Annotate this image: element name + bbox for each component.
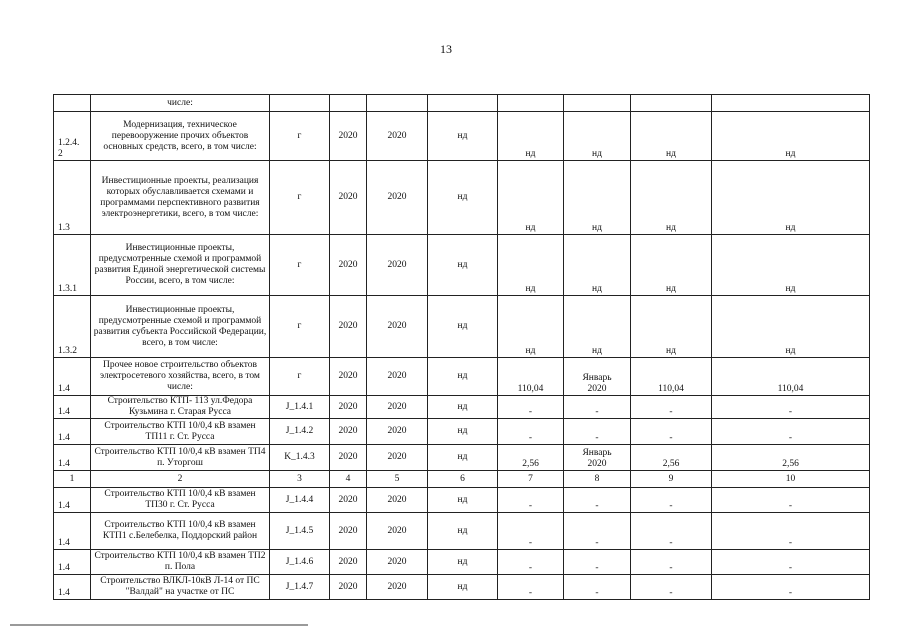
cell-num: 1.3.1: [54, 235, 91, 296]
cell-y1: 2020: [330, 575, 367, 600]
cell-v10: нд: [712, 161, 870, 235]
cell-status: нд: [428, 488, 498, 513]
cell-y2: [367, 95, 428, 112]
cell-status: нд: [428, 445, 498, 471]
cell-name: Инвестиционные проекты, реализация которых обуславливается схемами и программами перспективного развития электроэнергетики, всего, в том числе:: [91, 161, 270, 235]
cell-status: нд: [428, 235, 498, 296]
cell-name: Строительство КТП 10/0,4 кВ взамен ТП4 п. Уторгош: [91, 445, 270, 471]
cell-y2: 2020: [367, 419, 428, 445]
cell-num: 1.4: [54, 513, 91, 550]
cell-v10: [712, 95, 870, 112]
table-row: [54, 419, 870, 445]
table-row: [54, 296, 870, 358]
cell-y1: 2020: [330, 445, 367, 471]
cell-num: 1.4: [54, 358, 91, 396]
cell-status: нд: [428, 112, 498, 161]
cell-y2: 2020: [367, 445, 428, 471]
table-row: [54, 95, 870, 112]
cell-num: 1.4: [54, 550, 91, 575]
cell-v7: 7: [498, 471, 564, 488]
cell-v9: -: [631, 396, 712, 419]
cell-y2: 2020: [367, 296, 428, 358]
cell-y1: 2020: [330, 296, 367, 358]
investment-table-wrapper: [53, 94, 870, 600]
cell-v9: 110,04: [631, 358, 712, 396]
cell-name: Строительство КТП 10/0,4 кВ взамен ТП11 г. Ст. Русса: [91, 419, 270, 445]
cell-name: Строительство КТП 10/0,4 кВ взамен ТП2 п. Пола: [91, 550, 270, 575]
table-row: [54, 513, 870, 550]
footer-rule: [10, 624, 308, 626]
cell-v9: -: [631, 513, 712, 550]
cell-status: нд: [428, 550, 498, 575]
cell-v7: -: [498, 550, 564, 575]
cell-v9: -: [631, 550, 712, 575]
cell-y1: 2020: [330, 235, 367, 296]
cell-v9: 9: [631, 471, 712, 488]
cell-y2: 2020: [367, 550, 428, 575]
cell-status: [428, 95, 498, 112]
cell-v8: нд: [564, 235, 631, 296]
cell-status: нд: [428, 513, 498, 550]
cell-num: 1.4: [54, 419, 91, 445]
cell-v8: -: [564, 488, 631, 513]
cell-num: 1: [54, 471, 91, 488]
cell-y1: 4: [330, 471, 367, 488]
cell-v9: нд: [631, 296, 712, 358]
cell-v9: 2,56: [631, 445, 712, 471]
cell-v7: -: [498, 513, 564, 550]
cell-v10: 110,04: [712, 358, 870, 396]
cell-name: Прочее новое строительство объектов электросетевого хозяйства, всего, в том числе:: [91, 358, 270, 396]
cell-y2: 2020: [367, 161, 428, 235]
cell-v7: 2,56: [498, 445, 564, 471]
cell-code: J_1.4.6: [270, 550, 330, 575]
cell-v8: -: [564, 513, 631, 550]
cell-num: 1.4: [54, 488, 91, 513]
cell-code: г: [270, 112, 330, 161]
cell-y2: 2020: [367, 112, 428, 161]
cell-code: г: [270, 235, 330, 296]
cell-status: нд: [428, 396, 498, 419]
cell-v9: нд: [631, 161, 712, 235]
cell-y1: 2020: [330, 550, 367, 575]
cell-v8: 8: [564, 471, 631, 488]
cell-code: J_1.4.7: [270, 575, 330, 600]
cell-v7: -: [498, 488, 564, 513]
cell-y1: 2020: [330, 419, 367, 445]
cell-name: числе:: [91, 95, 270, 112]
cell-v7: нд: [498, 296, 564, 358]
cell-y2: 2020: [367, 513, 428, 550]
cell-num: 1.4: [54, 445, 91, 471]
cell-v8: нд: [564, 296, 631, 358]
cell-status: нд: [428, 161, 498, 235]
cell-name: Модернизация, техническое перевооружение прочих объектов основных средств, всего, в том числе:: [91, 112, 270, 161]
cell-y2: 2020: [367, 575, 428, 600]
cell-y1: 2020: [330, 112, 367, 161]
cell-v8: нд: [564, 161, 631, 235]
table-row: [54, 235, 870, 296]
table-row: [54, 488, 870, 513]
cell-v10: -: [712, 575, 870, 600]
cell-v8: -: [564, 575, 631, 600]
cell-v7: нд: [498, 235, 564, 296]
cell-num: [54, 95, 91, 112]
cell-v9: -: [631, 419, 712, 445]
cell-y2: 2020: [367, 396, 428, 419]
cell-code: г: [270, 161, 330, 235]
cell-v8: Январь 2020: [564, 358, 631, 396]
cell-code: 3: [270, 471, 330, 488]
cell-y1: 2020: [330, 358, 367, 396]
cell-code: г: [270, 296, 330, 358]
cell-v9: нд: [631, 112, 712, 161]
cell-num: 1.3: [54, 161, 91, 235]
table-row: [54, 396, 870, 419]
cell-num: 1.2.4. 2: [54, 112, 91, 161]
cell-status: нд: [428, 575, 498, 600]
cell-v7: нд: [498, 161, 564, 235]
table-row: [54, 550, 870, 575]
cell-v8: -: [564, 419, 631, 445]
cell-code: J_1.4.2: [270, 419, 330, 445]
cell-code: K_1.4.3: [270, 445, 330, 471]
table-row: [54, 161, 870, 235]
cell-v7: -: [498, 575, 564, 600]
cell-v8: Январь 2020: [564, 445, 631, 471]
cell-v7: -: [498, 396, 564, 419]
cell-name: Строительство КТП 10/0,4 кВ взамен ТП30 г. Ст. Русса: [91, 488, 270, 513]
cell-v7: нд: [498, 112, 564, 161]
cell-y1: 2020: [330, 488, 367, 513]
table-row: [54, 358, 870, 396]
cell-name: Строительство ВЛКЛ-10кВ Л-14 от ПС "Валдай" на участке от ПС: [91, 575, 270, 600]
cell-v10: -: [712, 513, 870, 550]
cell-name: Инвестиционные проекты, предусмотренные схемой и программой развития Единой энергетической системы России, всего, в том числе:: [91, 235, 270, 296]
cell-name: 2: [91, 471, 270, 488]
cell-y1: 2020: [330, 513, 367, 550]
cell-code: J_1.4.1: [270, 396, 330, 419]
cell-v8: -: [564, 550, 631, 575]
page-number: 13: [440, 42, 452, 56]
cell-v10: нд: [712, 296, 870, 358]
cell-v8: -: [564, 396, 631, 419]
cell-y1: 2020: [330, 396, 367, 419]
cell-v10: 10: [712, 471, 870, 488]
cell-v10: -: [712, 550, 870, 575]
cell-code: J_1.4.5: [270, 513, 330, 550]
cell-v10: нд: [712, 112, 870, 161]
investment-table: [53, 94, 870, 600]
cell-y1: 2020: [330, 161, 367, 235]
cell-name: Строительство КТП 10/0,4 кВ взамен КТП1 с.Белебелка, Поддорский район: [91, 513, 270, 550]
cell-status: нд: [428, 419, 498, 445]
cell-v10: -: [712, 396, 870, 419]
cell-code: [270, 95, 330, 112]
cell-num: 1.4: [54, 575, 91, 600]
cell-code: J_1.4.4: [270, 488, 330, 513]
cell-v10: -: [712, 419, 870, 445]
cell-y2: 2020: [367, 235, 428, 296]
cell-v8: нд: [564, 112, 631, 161]
table-row: [54, 445, 870, 471]
cell-v9: -: [631, 575, 712, 600]
cell-v10: 2,56: [712, 445, 870, 471]
cell-v9: нд: [631, 235, 712, 296]
cell-status: нд: [428, 296, 498, 358]
cell-status: 6: [428, 471, 498, 488]
cell-v7: 110,04: [498, 358, 564, 396]
cell-v9: -: [631, 488, 712, 513]
cell-v7: -: [498, 419, 564, 445]
cell-y1: [330, 95, 367, 112]
table-row: [54, 471, 870, 488]
cell-num: 1.3.2: [54, 296, 91, 358]
cell-y2: 2020: [367, 358, 428, 396]
cell-name: Строительство КТП- 113 ул.Федора Кузьмина г. Старая Русса: [91, 396, 270, 419]
cell-code: г: [270, 358, 330, 396]
cell-num: 1.4: [54, 396, 91, 419]
cell-v8: [564, 95, 631, 112]
cell-v10: -: [712, 488, 870, 513]
cell-status: нд: [428, 358, 498, 396]
table-row: [54, 112, 870, 161]
cell-v9: [631, 95, 712, 112]
cell-v10: нд: [712, 235, 870, 296]
cell-name: Инвестиционные проекты, предусмотренные схемой и программой развития субъекта Российской Федерации, всего, в том числе:: [91, 296, 270, 358]
cell-v7: [498, 95, 564, 112]
cell-y2: 2020: [367, 488, 428, 513]
table-row: [54, 575, 870, 600]
cell-y2: 5: [367, 471, 428, 488]
